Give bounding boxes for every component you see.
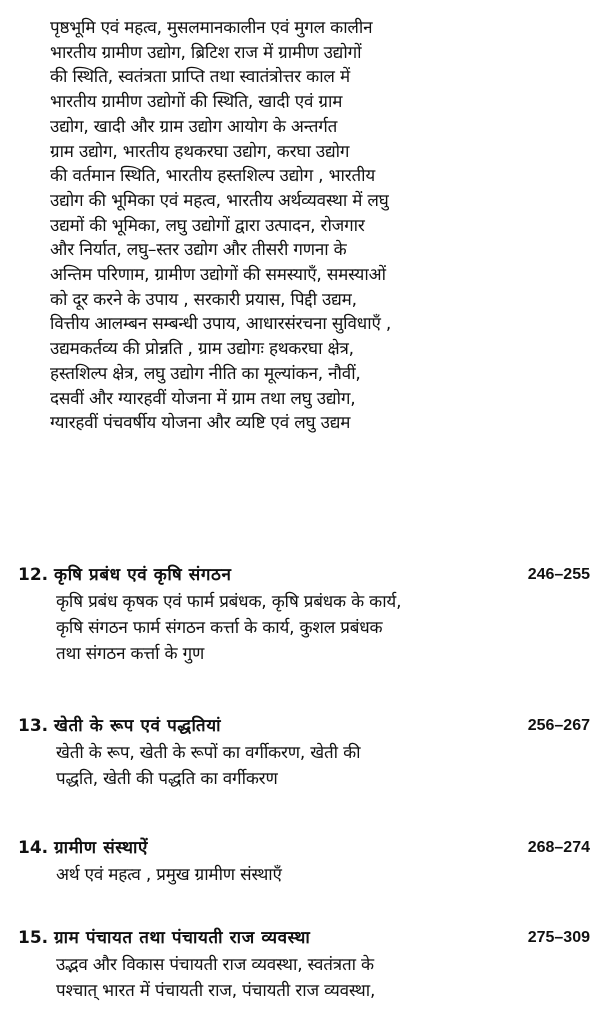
chapter-title: ग्रामीण संस्थाऐं: [54, 838, 149, 858]
topic-line: हस्तशिल्प क्षेत्र, लघु उद्योग नीति का मूल्यांकन, नौवीं,: [50, 363, 361, 384]
topic-line: पृष्ठभूमि एवं महत्व, मुसलमानकालीन एवं मुगल कालीन: [50, 18, 373, 38]
topic-line: पश्चात् भारत में पंचायती राज, पंचायती राज व्यवस्था,: [56, 981, 376, 1001]
chapter-number: 12.: [18, 565, 49, 585]
topic-line: कृषि संगठन फार्म संगठन कर्त्ता के कार्य, कुशल प्रबंधक: [56, 618, 383, 638]
chapter-topics: [18, 589, 590, 667]
chapter-topics: [18, 740, 590, 792]
topic-line: पद्धति, खेती की पद्धति का वर्गीकरण: [56, 769, 278, 789]
chapter-page-range: 275–309: [527, 929, 590, 946]
topic-line: दसवीं और ग्यारहवीं योजना में ग्राम तथा लघु उद्योग,: [50, 388, 356, 409]
topic-line: उद्यमों की भूमिका, लघु उद्योगों द्वारा उत्पादन, रोजगार: [50, 215, 365, 236]
topic-line: को दूर करने के उपाय , सरकारी प्रयास, पिद्दी उद्यम,: [50, 289, 357, 310]
topic-line: उद्योग, खादी और ग्राम उद्योग आयोग के अन्तर्गत: [50, 116, 338, 137]
topic-line: वित्तीय आलम्बन सम्बन्धी उपाय, आधारसंरचना सुविधाएँ ,: [50, 314, 392, 335]
topic-line: कृषि प्रबंध कृषक एवं फार्म प्रबंधक, कृषि प्रबंधक के कार्य,: [56, 592, 402, 612]
chapter-title: खेती के रूप एवं पद्धतियां: [54, 716, 222, 736]
chapter-number: 13.: [18, 716, 49, 736]
topic-line: भारतीय ग्रामीण उद्योग, ब्रिटिश राज में ग्रामीण उद्योगों: [50, 42, 362, 63]
topic-line: ग्यारहवीं पंचवर्षीय योजना और व्यष्टि एवं लघु उद्यम: [50, 413, 351, 434]
chapter-number: 14.: [18, 838, 49, 858]
topic-line: अन्तिम परिणाम, ग्रामीण उद्योगों की समस्याएँ, समस्याओं: [50, 265, 386, 286]
topic-line: खेती के रूप, खेती के रूपों का वर्गीकरण, खेती की: [56, 743, 361, 763]
topic-line: की वर्तमान स्थिति, भारतीय हस्तशिल्प उद्योग , भारतीय: [50, 166, 376, 187]
chapter-topics: [18, 862, 590, 888]
previous-chapter-topics: [50, 16, 580, 436]
topic-line: तथा संगठन कर्त्ता के गुण: [56, 644, 205, 664]
chapter-page-range: 268–274: [527, 839, 590, 856]
chapter-14: [18, 834, 590, 888]
chapter-heading: [18, 561, 590, 589]
topic-line: उद्यमकर्तव्य की प्रोन्नति , ग्राम उद्योगः हथकरघा क्षेत्र,: [50, 339, 354, 360]
topic-line: उद्योग की भूमिका एवं महत्व, भारतीय अर्थव्यवस्था में लघु: [50, 190, 389, 211]
chapter-13: [18, 712, 590, 792]
topic-line: और निर्यात, लघु–स्तर उद्योग और तीसरी गणना के: [50, 240, 347, 261]
chapter-title: ग्राम पंचायत तथा पंचायती राज व्यवस्था: [54, 928, 311, 948]
chapter-heading: [18, 712, 590, 740]
chapter-15: [18, 924, 590, 1004]
chapter-title: कृषि प्रबंध एवं कृषि संगठन: [54, 565, 232, 585]
chapter-heading: [18, 924, 590, 952]
topic-line: उद्भव और विकास पंचायती राज व्यवस्था, स्वतंत्रता के: [56, 955, 374, 975]
chapter-page-range: 256–267: [527, 717, 590, 734]
chapter-heading: [18, 834, 590, 862]
topic-line: अर्थ एवं महत्व , प्रमुख ग्रामीण संस्थाएँ: [56, 865, 282, 885]
topic-line: की स्थिति, स्वतंत्रता प्राप्ति तथा स्वातंत्रोत्तर काल में: [50, 67, 350, 88]
topic-line: ग्राम उद्योग, भारतीय हथकरघा उद्योग, करघा उद्योग: [50, 141, 350, 162]
chapter-12: [18, 561, 590, 667]
topic-line: भारतीय ग्रामीण उद्योगों की स्थिति, खादी एवं ग्राम: [50, 92, 343, 113]
chapter-topics: [18, 952, 590, 1004]
chapter-page-range: 246–255: [527, 566, 590, 583]
chapter-number: 15.: [18, 928, 49, 948]
